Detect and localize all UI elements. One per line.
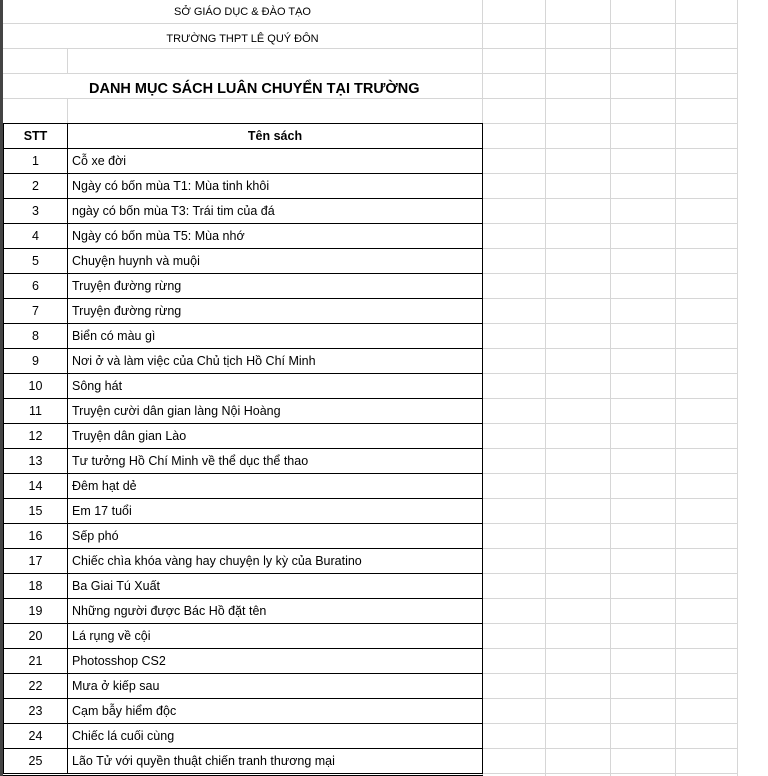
book-name-cell[interactable]: Lá rụng về cội: [68, 624, 483, 649]
table-row: [4, 574, 483, 599]
stt-cell[interactable]: 11: [4, 399, 68, 424]
stt-cell[interactable]: 22: [4, 674, 68, 699]
book-name-cell[interactable]: ngày có bốn mùa T3: Trái tim của đá: [68, 199, 483, 224]
book-name-cell[interactable]: Sông hát: [68, 374, 483, 399]
stt-cell[interactable]: 7: [4, 299, 68, 324]
stt-cell[interactable]: 13: [4, 449, 68, 474]
stt-cell[interactable]: 25: [4, 749, 68, 775]
table-row: [4, 549, 483, 574]
table-row: [4, 449, 483, 474]
stt-cell[interactable]: 23: [4, 699, 68, 724]
book-name-cell[interactable]: Những người được Bác Hồ đặt tên: [68, 599, 483, 624]
book-name-cell[interactable]: Chiếc lá cuối cùng: [68, 724, 483, 749]
stt-cell[interactable]: 6: [4, 274, 68, 299]
book-name-cell[interactable]: Cỗ xe đời: [68, 149, 483, 174]
book-name-cell[interactable]: Cạm bẫy hiểm độc: [68, 699, 483, 724]
stt-cell[interactable]: 9: [4, 349, 68, 374]
book-name-cell[interactable]: Em 17 tuổi: [68, 499, 483, 524]
table-row: [4, 324, 483, 349]
stt-cell[interactable]: 18: [4, 574, 68, 599]
table-row: [4, 149, 483, 174]
book-name-cell[interactable]: Sếp phó: [68, 524, 483, 549]
stt-cell[interactable]: 15: [4, 499, 68, 524]
book-name-cell[interactable]: Đêm hạt dẻ: [68, 474, 483, 499]
table-row: [4, 724, 483, 749]
stt-cell[interactable]: 19: [4, 599, 68, 624]
table-row: [4, 274, 483, 299]
book-name-cell[interactable]: Ba Giai Tú Xuất: [68, 574, 483, 599]
book-name-cell[interactable]: Chiếc chìa khóa vàng hay chuyện ly kỳ của Buratino: [68, 549, 483, 574]
table-row: [4, 599, 483, 624]
table-row: [4, 749, 483, 775]
stt-cell[interactable]: 5: [4, 249, 68, 274]
book-name-cell[interactable]: Chuyện huynh và muội: [68, 249, 483, 274]
book-name-cell[interactable]: Mưa ở kiếp sau: [68, 674, 483, 699]
table-row: [4, 249, 483, 274]
table-row: [4, 649, 483, 674]
stt-cell[interactable]: 2: [4, 174, 68, 199]
stt-cell[interactable]: 10: [4, 374, 68, 399]
stt-cell[interactable]: 1: [4, 149, 68, 174]
stt-cell[interactable]: 12: [4, 424, 68, 449]
table-row: [4, 374, 483, 399]
stt-cell[interactable]: 4: [4, 224, 68, 249]
book-name-cell[interactable]: Ngày có bốn mùa T1: Mùa tinh khôi: [68, 174, 483, 199]
table-row: [4, 674, 483, 699]
department-label[interactable]: SỞ GIÁO DỤC & ĐÀO TẠO: [174, 6, 311, 18]
stt-cell[interactable]: 3: [4, 199, 68, 224]
book-table: [3, 123, 483, 776]
table-row: [4, 499, 483, 524]
table-row: [4, 224, 483, 249]
stt-cell[interactable]: 14: [4, 474, 68, 499]
book-name-cell[interactable]: Ngày có bốn mùa T5: Mùa nhớ: [68, 224, 483, 249]
table-row: [4, 174, 483, 199]
stt-cell[interactable]: 21: [4, 649, 68, 674]
book-name-cell[interactable]: Truyện cười dân gian làng Nội Hoàng: [68, 399, 483, 424]
table-row: [4, 199, 483, 224]
table-row: [4, 349, 483, 374]
book-name-cell[interactable]: Biển có màu gì: [68, 324, 483, 349]
sheet-title: DANH MỤC SÁCH LUÂN CHUYỂN TẠI TRƯỜNG: [89, 81, 420, 97]
book-name-cell[interactable]: Truyện đường rừng: [68, 299, 483, 324]
book-name-cell[interactable]: Truyện dân gian Lào: [68, 424, 483, 449]
column-header-stt[interactable]: STT: [4, 124, 68, 149]
book-name-cell[interactable]: Lão Tử với quyền thuật chiến tranh thương mại: [68, 749, 483, 775]
table-row: [4, 624, 483, 649]
column-header-book-name[interactable]: Tên sách: [68, 124, 483, 149]
book-name-cell[interactable]: Photosshop CS2: [68, 649, 483, 674]
table-row: [4, 474, 483, 499]
book-name-cell[interactable]: Tư tưởng Hồ Chí Minh về thể dục thể thao: [68, 449, 483, 474]
table-row: [4, 524, 483, 549]
table-row: [4, 424, 483, 449]
book-name-cell[interactable]: Truyện đường rừng: [68, 274, 483, 299]
stt-cell[interactable]: 17: [4, 549, 68, 574]
stt-cell[interactable]: 24: [4, 724, 68, 749]
table-header-row: [4, 124, 483, 149]
sheet-title-cell[interactable]: [3, 78, 482, 100]
stt-cell[interactable]: 16: [4, 524, 68, 549]
table-row: [4, 299, 483, 324]
school-label[interactable]: TRƯỜNG THPT LÊ QUÝ ĐÔN: [166, 33, 319, 45]
table-row: [4, 399, 483, 424]
table-row: [4, 699, 483, 724]
stt-cell[interactable]: 8: [4, 324, 68, 349]
stt-cell[interactable]: 20: [4, 624, 68, 649]
book-name-cell[interactable]: Nơi ở và làm việc của Chủ tịch Hồ Chí Minh: [68, 349, 483, 374]
